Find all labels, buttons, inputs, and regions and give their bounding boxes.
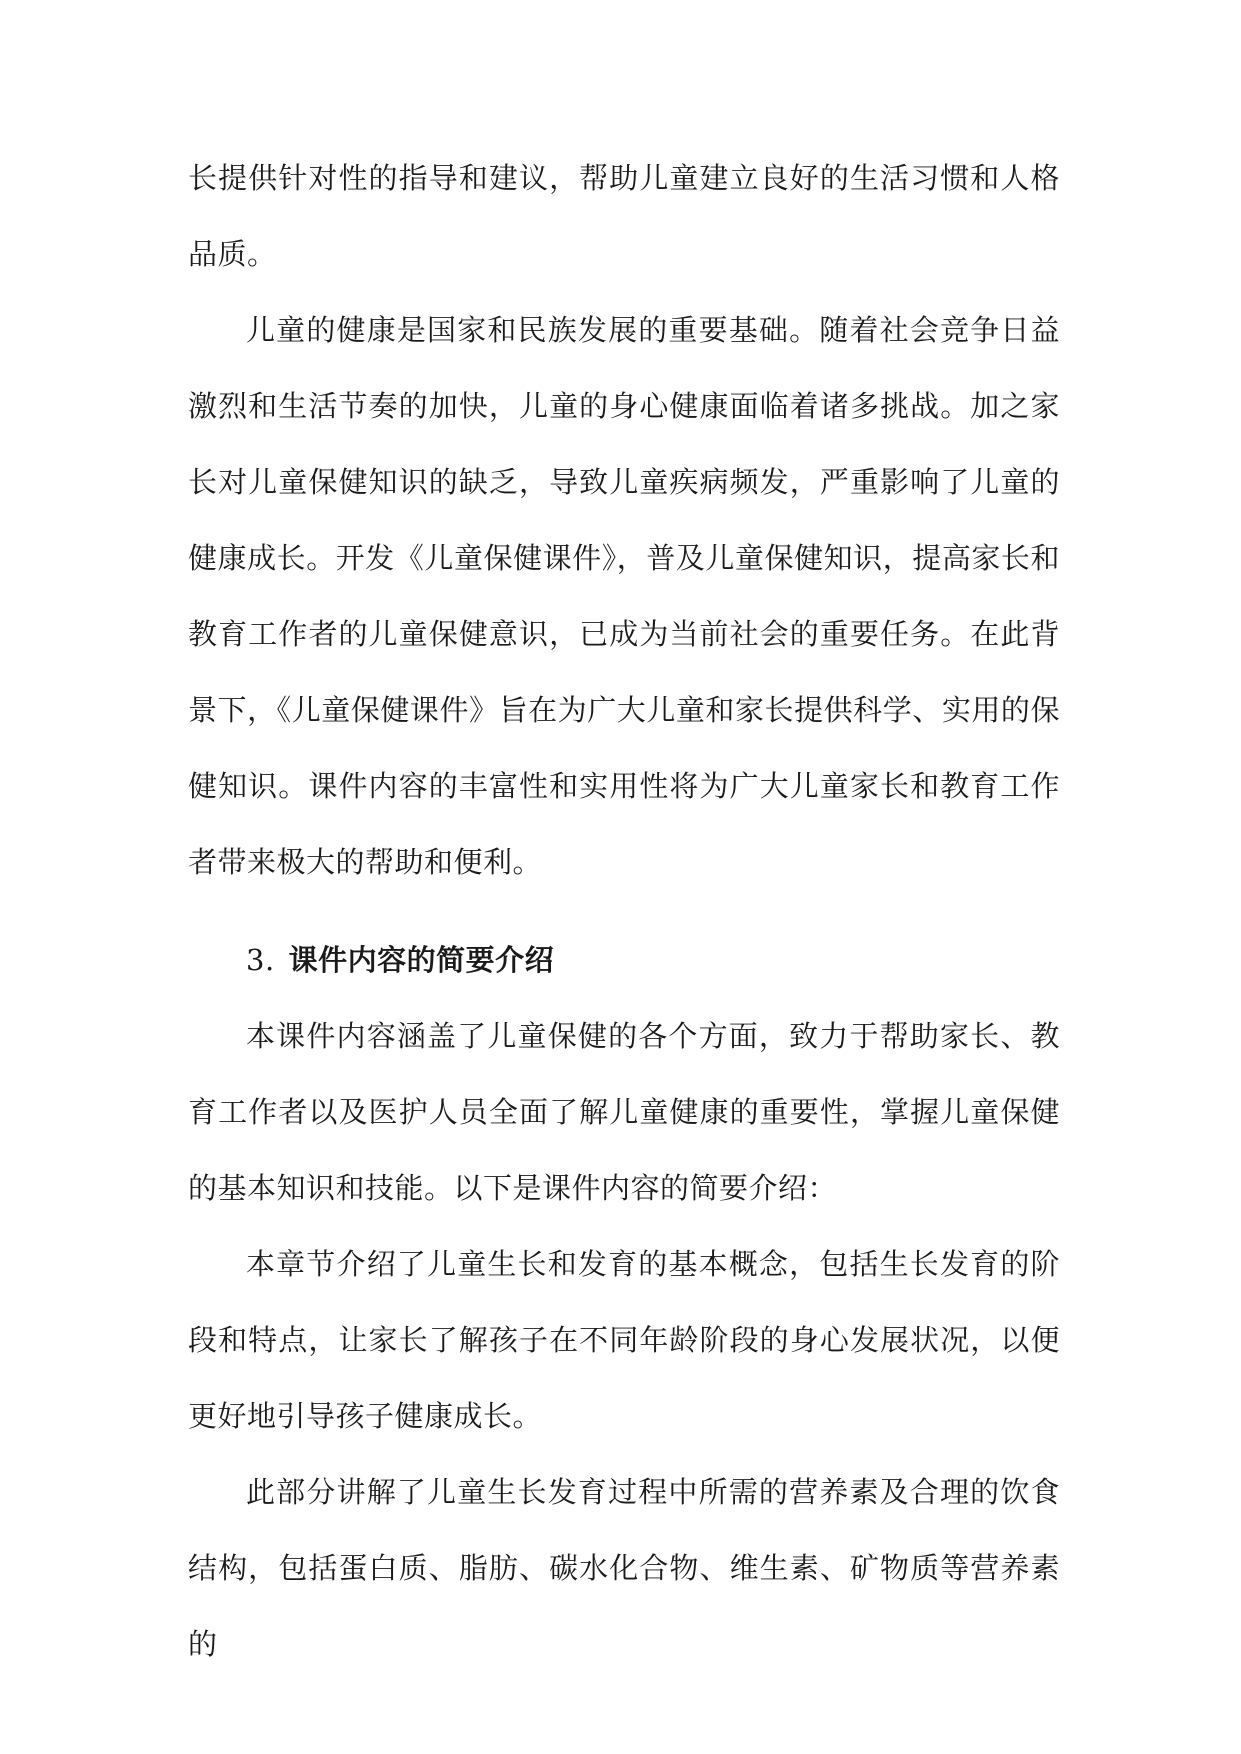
paragraph-background: 儿童的健康是国家和民族发展的重要基础。随着社会竞争日益激烈和生活节奏的加快，儿童的身心健康面临着诸多挑战。加之家长对儿童保健知识的缺乏，导致儿童疾病频发，严重影响了儿童的健康成长。开发《儿童保健课件》，普及儿童保健知识，提高家长和教育工作者的儿童保健意识，已成为当前社会的重要任务。在此背景下，《儿童保健课件》旨在为广大儿童和家长提供科学、实用的保健知识。课件内容的丰富性和实用性将为广大儿童家长和教育工作者带来极大的帮助和便利。	[188, 313, 1060, 879]
document-body	[188, 140, 1060, 1682]
paragraph-growth: 本章节介绍了儿童生长和发育的基本概念，包括生长发育的阶段和特点，让家长了解孩子在不同年龄阶段的身心发展状况，以便更好地引导孩子健康成长。	[188, 1247, 1060, 1433]
section-number: 3.	[246, 943, 275, 977]
paragraph-intro: 本课件内容涵盖了儿童保健的各个方面，致力于帮助家长、教育工作者以及医护人员全面了解儿童健康的重要性，掌握儿童保健的基本知识和技能。以下是课件内容的简要介绍：	[188, 1019, 1060, 1205]
paragraph-continuation: 长提供针对性的指导和建议，帮助儿童建立良好的生活习惯和人格品质。	[188, 161, 1060, 271]
section-heading	[188, 922, 1060, 998]
section-title: 课件内容的简要介绍	[288, 943, 555, 977]
paragraph-nutrition: 此部分讲解了儿童生长发育过程中所需的营养素及合理的饮食结构，包括蛋白质、脂肪、碳水化合物、维生素、矿物质等营养素的	[188, 1475, 1060, 1661]
